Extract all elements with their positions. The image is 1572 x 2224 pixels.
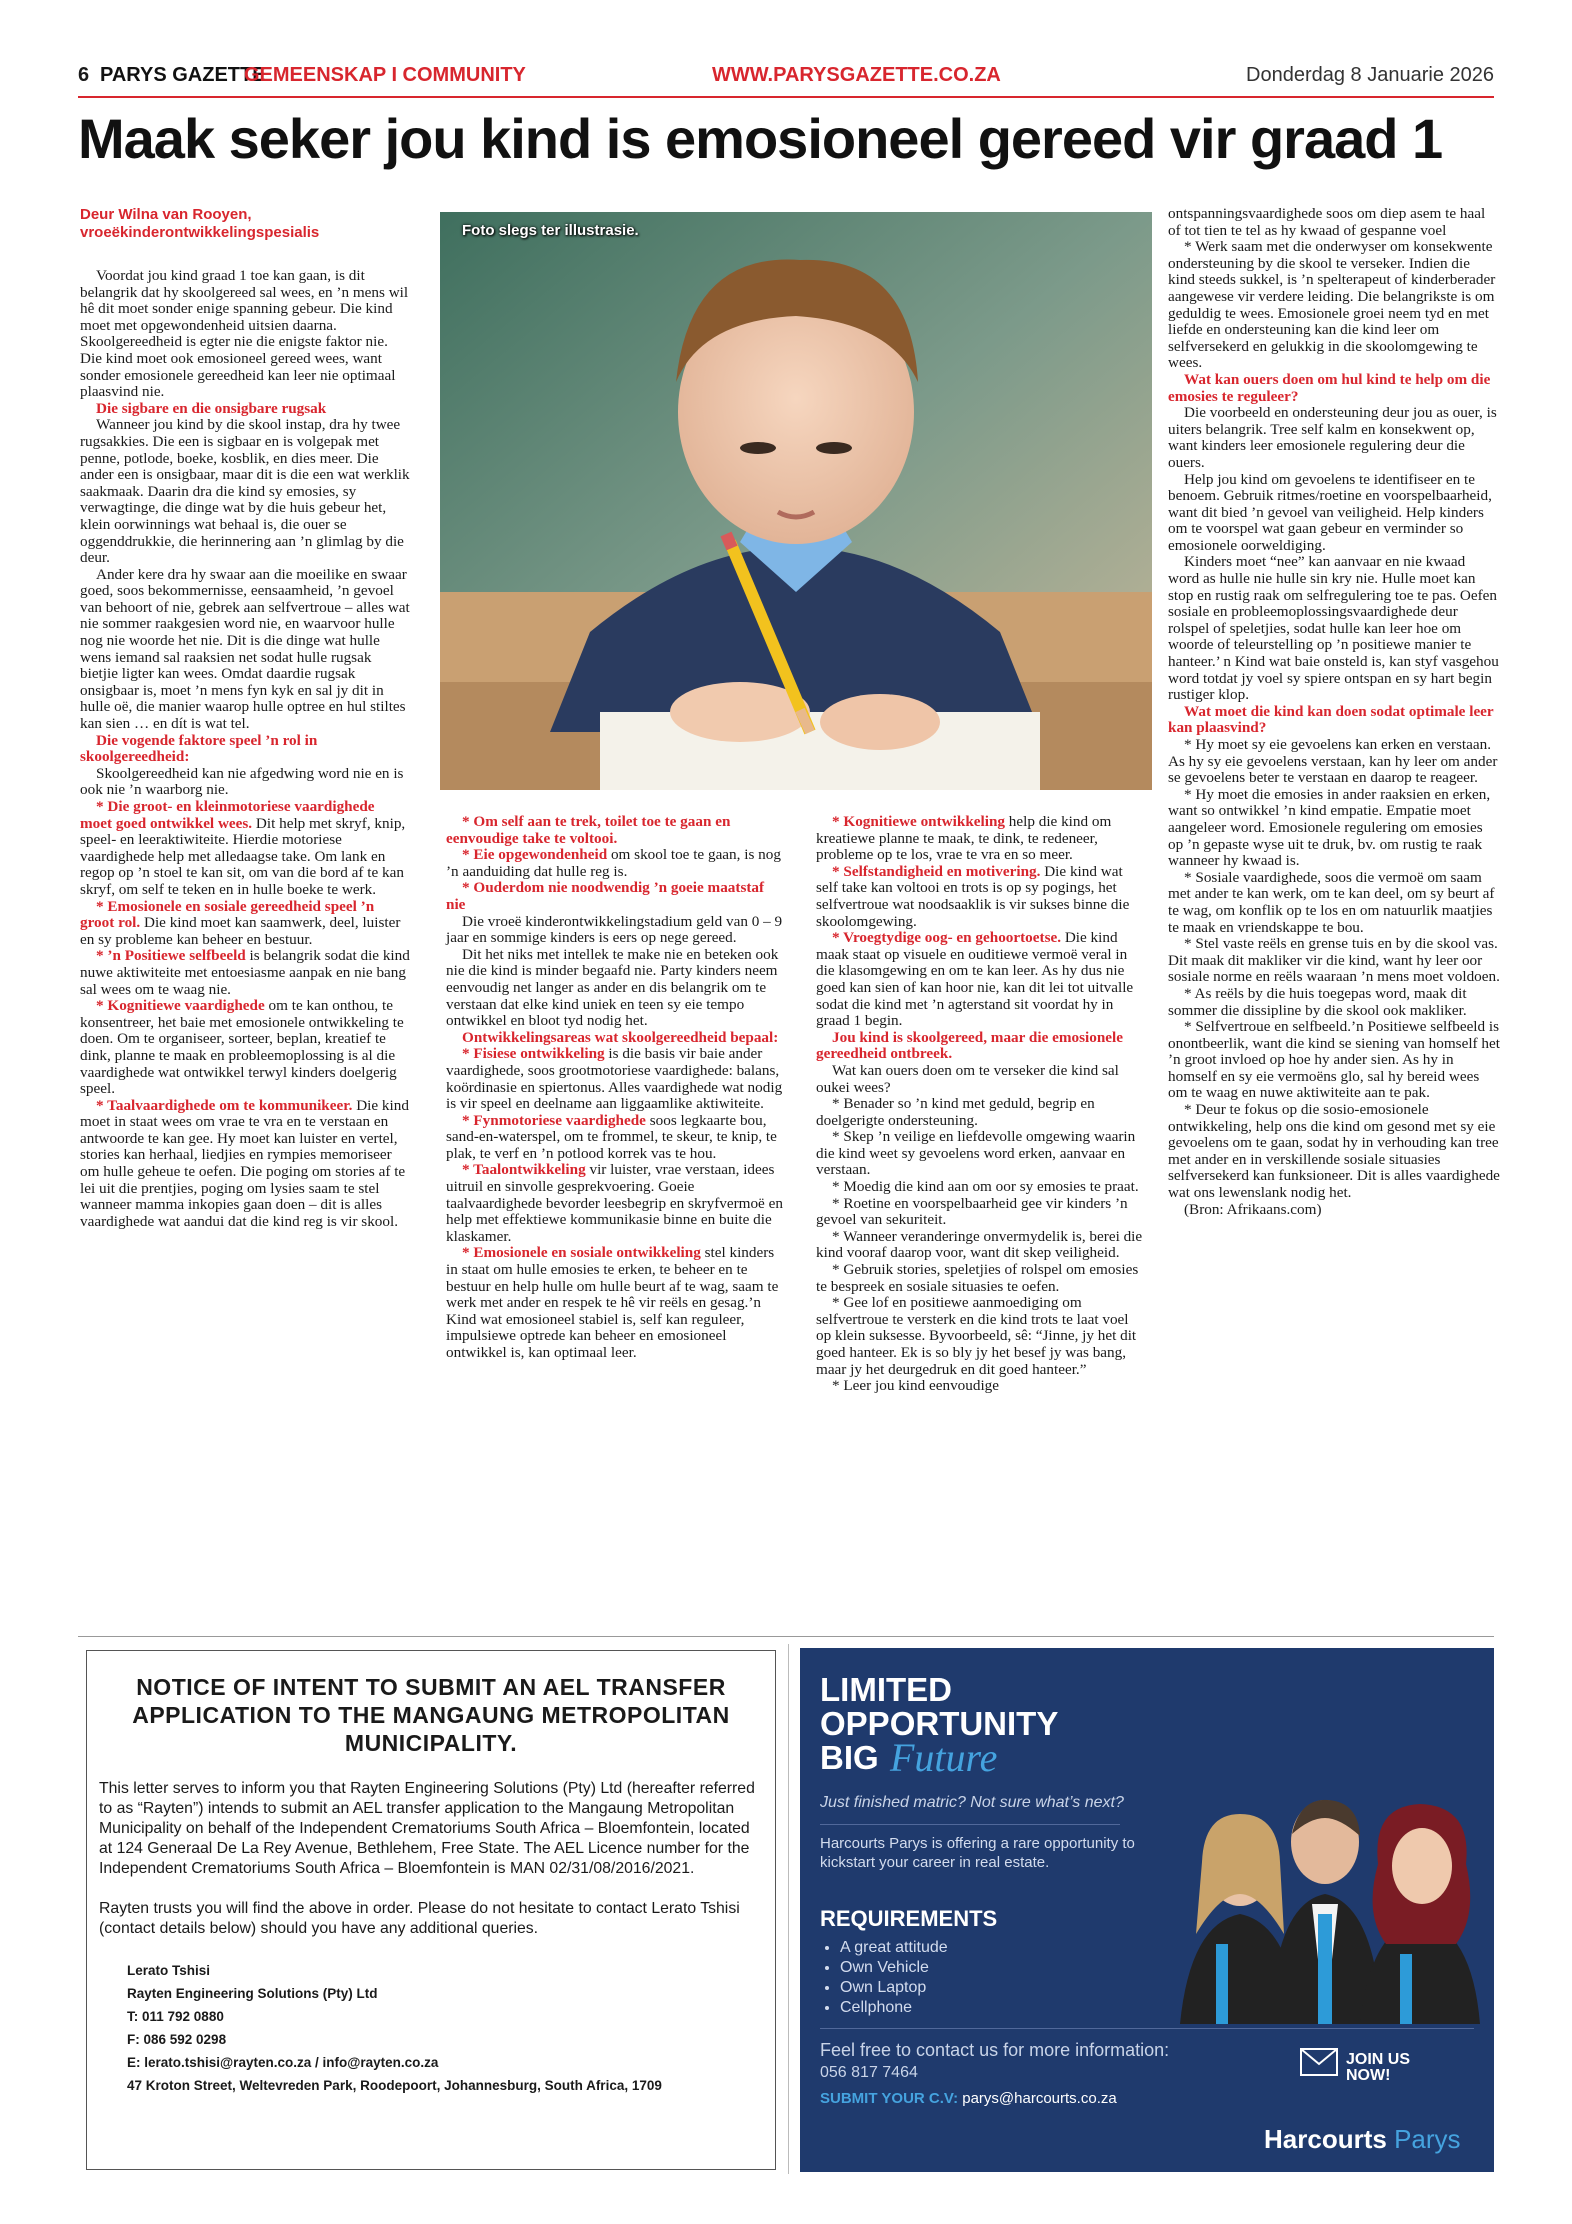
paragraph-text: (Bron: Afrikaans.com) (1184, 1200, 1322, 1218)
ad-headline-3: BIG (820, 1739, 879, 1776)
ad-email[interactable]: parys@harcourts.co.za (962, 2090, 1117, 2107)
paragraph (1168, 870, 1500, 936)
requirement-item: • Own Vehicle (840, 1958, 948, 1978)
article-column-2 (446, 814, 786, 1362)
subheading: Wat moet die kind kan doen sodat optimale leer kan plaasvind? (1168, 702, 1494, 737)
article-photo (440, 212, 1152, 790)
notice-paragraph: Rayten trusts you will find the above in order. Please do not hesitate to contact Lerato Tshisi (contact details below) should you have any additional queries. (99, 1900, 740, 1937)
submit-cv-label: SUBMIT YOUR C.V: (820, 2090, 959, 2107)
paragraph-text: * Wanneer veranderinge onvermydelik is, berei die kind vooraf daarop voor, want dit skep veiligheid. (816, 1227, 1143, 1262)
paragraph (816, 1378, 1144, 1395)
contact-address: 47 Kroton Street, Weltevreden Park, Roodepoort, Johannesburg, South Africa, 1709 (127, 2078, 662, 2093)
agent-man (1270, 1800, 1382, 2024)
paragraph-text: * Selfvertroue en selfbeeld.’n Positiewe selfbeeld is onontbeerlik, want die kind se siening van homself het ’n groot invloed op hoe hy ander sien. As hy in homself en sy eie vermoëns glo, sal hy bereid wees om te waag en nuwe aktiwiteite aan te pak. (1168, 1018, 1500, 1102)
highlight-phrase: * Die groot- en kleinmotoriese vaardighede moet goed ontwikkel wees. (80, 798, 375, 832)
contact-phone: T: 011 792 0880 (127, 2009, 224, 2024)
paragraph-text: Wanneer jou kind by die skool instap, dra hy twee rugsakkies. Die een is sigbaar en is volgepak met penne, potlode, boeke, kosblik, en dies meer. Die ander een is onsigbaar, maar dit is die een wat werklik saakmaak. Daarin dra die kind sy emosies, sy verwagtinge, die dinge wat by die huis gebeur het, klein oorwinnings wat behaal is, die ouer se oggenddrukkie, die herinnering aan ’n glimlag by die deur. (80, 416, 410, 567)
highlight-phrase: * Kognitiewe ontwikkeling (832, 813, 1005, 830)
byline (80, 206, 410, 242)
paragraph-text: * Benader so ’n kind met geduld, begrip en doelgerigte ondersteuning. (816, 1095, 1095, 1129)
paragraph-text: om skool toe te gaan, is nog ’n aanduiding dat hulle reg is. (446, 846, 781, 880)
paragraph-text: * Skep ’n veilige en liefdevolle omgewing waarin die kind weet sy gevoelens word erken, aanvaar en verstaan. (816, 1128, 1136, 1179)
paragraph-text: Kinders moet “nee” kan aanvaar en nie kwaad word as hulle nie hulle sin kry nie. Hulle moet kan stop en rustig raak om selfregulering toe te pas. Oefen sosiale en probleemoplossingsvaardighede deur rolspel of speletjies, sodat hulle kan leer hoe om woorde of teleurstelling op ’n positiewe manier te hanteer.’ n Kind wat baie onsteld is, kan styf vasgehou word totdat jy voel sy spiere ontspan en sy hart begin rustiger klop. (1168, 553, 1499, 704)
paragraph (1168, 239, 1500, 372)
ad-requirements-list (820, 1938, 948, 2018)
paragraph-text: Die kind moet kan saamwerk, deel, luister en sy probleme kan beheer en bestuur. (80, 914, 401, 948)
paragraph (80, 1098, 410, 1231)
agents-photo (1160, 1744, 1490, 2024)
paragraph-text: om te kan onthou, te konsentreer, het baie met emosionele ontwikkeling te doen. Om te organiseer, sorteer, beplan, kreatief te dink, planne te maak en probleemoplossing is al die vaardighede wat ontwikkel terwyl kinders doelgerig speel. (80, 997, 404, 1098)
boy-writing-illustration (440, 212, 1152, 790)
paragraph-text: Skoolgereedheid kan nie afgedwing word nie en is ook nie ’n waarborg nie. (80, 764, 404, 799)
ad-requirements-title: REQUIREMENTS (820, 1906, 998, 1931)
highlight-phrase: * Taalvaardighede om te kommunikeer. (96, 1096, 353, 1114)
paragraph (816, 1179, 1144, 1196)
section-divider (78, 1636, 1494, 1637)
contact-fax: F: 086 592 0298 (127, 2032, 227, 2047)
paragraph-text: * Stel vaste reëls en grense tuis en by die skool vas. Dit maak dit makliker vir die kind, want hy leer oor sosiale norme en reëls waaraan ’n mens moet voldoen. (1168, 935, 1500, 986)
subheading: Die sigbare en die onsigbare rugsak (96, 399, 327, 417)
brand-location: Parys (1394, 2124, 1461, 2154)
paragraph (446, 1245, 786, 1361)
ad-rule (820, 2028, 1474, 2029)
paragraph-text: Die kind wat self take kan voltooi en trots is op sy pogings, het selfvertroue wat noodsaaklik is vir sukses binne die skoolomgewing. (816, 862, 1130, 930)
highlight-phrase: * Vroegtydige oog- en gehoortoetse. (832, 929, 1062, 947)
paragraph (446, 814, 786, 847)
highlight-phrase: * Selfstandigheid en motivering. (832, 862, 1041, 880)
subheading: Die vogende faktore speel ’n rol in skoolgereedheid: (80, 731, 318, 766)
notice-body (99, 1779, 763, 1939)
publication-name: PARYS GAZETTE (100, 64, 266, 86)
paragraph-text: * Leer jou kind eenvoudige (832, 1377, 1000, 1395)
legal-notice (86, 1650, 776, 2170)
paragraph-text: Die kind maak staat op visuele en ouditiewe vermoë veral in die klasomgewing en om te kan leer. As hy dus nie goed kan sien of kan hoor nie, kan dit lei tot uitvalle sodat die kind met ’n agterstand sit voordat hy in graad 1 begin. (816, 929, 1134, 1030)
subheading: Ontwikkelingsareas wat skoolgereedheid bepaal: (462, 1028, 779, 1046)
paragraph-text: Ander kere dra hy swaar aan die moeilike en swaar goed, soos bekommernisse, eensaamheid, ’n gevoel van behoort of nie, gebrek aan selfvertroue – alles wat nie sommer raakgesien word nie, en waarvoor hulle nog nie woorde het nie. Dit is die dinge wat hulle wens iemand sal raaksien net sodat hulle rugsak bietjie ligter kan wees. Omdat daardie rugsak onsigbaar is, moet ’n mens fyn kyk en sal jy dit in hulle oë, die manier waarop hulle optree en hul stiltes kan sien … en dít is wat tel. (80, 565, 410, 733)
paragraph (446, 914, 786, 947)
paragraph-text: * As reëls by die huis toegepas word, maak dit sommer die dissipline by die skool ook makliker. (1168, 984, 1467, 1019)
paragraph (816, 1196, 1144, 1229)
paragraph (446, 1046, 786, 1112)
paragraph-text: * Gee lof en positiewe aanmoediging om selfvertroue te versterk en die kind trots te laat voel op klein suksesse. Byvoorbeeld, sê: “Jinne, jy het dit goed hanteer. Ek is so bly jy het besef jy was bang, maar jy het deurgedruk en dit goed hanteer.” (816, 1294, 1137, 1378)
contact-name: Lerato Tshisi (127, 1963, 211, 1978)
paragraph (1168, 1019, 1500, 1102)
paragraph-text: * Hy moet die emosies in ander raaksien en erken, want so ontwikkel ’n kind empatie. Empatie moet aangeleer word. Emosionele regulering om emosies op ’n gepaste wyse uit te druk, bv. om rustig te raak wanneer hy kwaad is. (1168, 785, 1491, 870)
page-number: 6 (78, 64, 90, 86)
paragraph (80, 799, 410, 899)
paragraph-text: Die kind moet in staat wees om vrae te vra en te verstaan en antwoorde te kan gee. Hy moet kan luister en vertel, stories kan herhaal, liedjies en rympies memoriseer om hulle geheue te oefen. Die poging om stories af te lei uit die prentjies, poging om lysies saam te stel wanneer mamma inkopies gaan doen – dit is alles vaardighede wat aandui dat die kind reg is vir skool. (80, 1096, 409, 1230)
paragraph (80, 998, 410, 1098)
paragraph-text: Wat kan ouers doen om te verseker die kind sal oukei wees? (816, 1061, 1119, 1096)
paragraph-text: help die kind om kreatiewe planne te maak, te dink, te redeneer, probleme op te los, vrae te vra en so meer. (816, 813, 1112, 864)
requirement-item: • Cellphone (840, 1998, 948, 2018)
paragraph (1168, 405, 1500, 471)
ad-headline-2: OPPORTUNITY (820, 1705, 1059, 1742)
notice-paragraph: This letter serves to inform you that Rayten Engineering Solutions (Pty) Ltd (hereafter referred to as “Rayten”) intends to submit an AEL transfer application to the Mangaung Metropolitan Municipality on behalf of the Independent Crematoriums South Africa – Bloemfontein, located at 124 Generaal De La Rey Avenue, Bethlehem, Free State. The AEL Licence number for the Independent Crematoriums South Africa – Bloemfontein is MAN 02/31/08/2016/2021. (99, 1780, 755, 1877)
paragraph (816, 1229, 1144, 1262)
byline-title: vroeëkinderontwikkelingspesialis (80, 224, 320, 241)
notice-title: NOTICE OF INTENT TO SUBMIT AN AEL TRANSFER APPLICATION TO THE MANGAUNG METROPOLITAN MUNICIPALITY. (132, 1674, 730, 1756)
article-column-3 (816, 814, 1144, 1395)
requirement-item: • A great attitude (840, 1938, 948, 1958)
website-link[interactable]: WWW.PARYSGAZETTE.CO.ZA (712, 64, 1001, 86)
paragraph (1168, 986, 1500, 1019)
paragraph (1168, 472, 1500, 555)
paragraph (1168, 787, 1500, 870)
paragraph (816, 814, 1144, 864)
notice-contact (127, 1959, 775, 2097)
subheading: Jou kind is skoolgereed, maar die emosionele gereedheid ontbreek. (816, 1028, 1123, 1063)
contact-email[interactable]: E: lerato.tshisi@rayten.co.za / info@rayten.co.za (127, 2055, 439, 2070)
agent-woman-red (1360, 1804, 1480, 2024)
paragraph (1168, 1202, 1500, 1219)
paragraph (446, 947, 786, 1030)
paragraph-text: Dit help met skryf, knip, speel- en leeraktiwiteite. Hierdie motoriese vaardighede help met alledaagse take. Om lank en regop op ’n stoel te kan sit, om van die bord af te kan skryf, om self te teken en in hulle boeke te werk. (80, 814, 406, 898)
paragraph: ontspanningsvaardighede soos om diep asem te haal of tot tien te tel as hy kwaad of gespanne voel (1168, 205, 1486, 239)
paragraph-text: is die basis vir baie ander vaardighede, soos grootmotoriese vaardighede: balans, koördinasie en spiertonus. Alles vaardighede wat nodig is vir speel en deelname aan liggaamlike aktiwiteite. (446, 1045, 783, 1113)
highlight-phrase: * Ouderdom nie noodwendig ’n goeie maatstaf nie (446, 879, 765, 913)
ad-question: Just finished matric? Not sure what’s next? (820, 1794, 1124, 1811)
paragraph (446, 847, 786, 880)
paragraph-text: * Werk saam met die onderwyser om konsekwente ondersteuning by die skool te verseker. Indien die kind steeds sukkel, is ’n spelterapeut of kinderberader aangewese vir verdere leiding. Die belangrikste is om geduldig te wees. Emosionele groei neem tyd en met liefde en ondersteuning kan die kind leer om selfversekerd en gelukkig in die skoolomgewing te wees. (1168, 238, 1496, 372)
subheading: Wat kan ouers doen om hul kind te help om die emosies te reguleer? (1168, 370, 1491, 405)
highlight-phrase: * Eie opgewondenheid (462, 846, 608, 864)
paragraph-text: Die voorbeeld en ondersteuning deur jou as ouer, is uiters belangrik. Tree self kalm en konsekwent op, want kinders leer emosionele regulering deur die ouers. (1168, 404, 1497, 471)
paragraph (1168, 737, 1500, 787)
paragraph (1168, 1102, 1500, 1202)
paragraph-text: Die vroeë kinderontwikkelingstadium geld van 0 – 9 jaar en sommige kinders is eers op nege gereed. (446, 912, 783, 947)
header-rule (78, 96, 1494, 98)
paragraph-text: is belangrik sodat die kind nuwe aktiwiteite met entoesiasme aanpak en nie bang sal wees om te waag nie. (80, 947, 410, 998)
paragraph-text: * Deur te fokus op die sosio-emosionele ontwikkeling, help ons die kind om gesond met sy eie gevoelens om te gaan, sodat hy in verhouding kan tree met ander en in verskillende sosiale situasies selfversekerd kan funksioneer. Dit is alles vaardighede wat ons lewenslank nodig het. (1168, 1101, 1500, 1202)
ad-contact-label: Feel free to contact us for more information: (820, 2040, 1170, 2060)
column-body (80, 268, 410, 1230)
section-name: GEMEENSKAP I COMMUNITY (244, 64, 526, 86)
paragraph-text: soos legkaarte bou, sand-en-waterspel, om te frommel, te skeur, te knip, te plak, te verf en ’n potlood korrek vas te hou. (446, 1111, 777, 1162)
issue-date: Donderdag 8 Januarie 2026 (1246, 64, 1494, 86)
ad-description: Harcourts Parys is offering a rare opportunity to kickstart your career in real estate. (820, 1835, 1135, 1871)
paragraph (816, 1063, 1144, 1096)
headline: Maak seker jou kind is emosioneel gereed vir graad 1 (78, 107, 1443, 170)
brand-name: Harcourts (1264, 2124, 1387, 2154)
paragraph-text: * Sosiale vaardighede, soos die vermoë om saam met ander te kan werk, om te kan deel, om sy beurt af te wag, om konflik op te los en om natuurlik maatjies te maak en vriendskappe te bou. (1168, 868, 1495, 936)
envelope-icon (1300, 2048, 1338, 2076)
paragraph (80, 417, 410, 566)
highlight-phrase: * ’n Positiewe selfbeeld (96, 947, 246, 965)
paragraph (80, 268, 410, 401)
highlight-phrase: * Om self aan te trek, toilet toe te gaan en eenvoudige take te voltooi. (446, 813, 731, 847)
paragraph-text: Help jou kind om gevoelens te identifiseer en te benoem. Gebruik ritmes/roetine en voorspelbaarheid, want dit bied ’n gevoel van veiligheid. Help kinders om te voorspel wat gaan gebeur en verminder so emosionele oorweldiging. (1168, 470, 1492, 554)
ad-rule (820, 1824, 1120, 1825)
paragraph (816, 1262, 1144, 1295)
ad-submit-cv[interactable] (820, 2090, 1117, 2107)
paragraph-text: stel kinders in staat om hulle emosies te erken, te beheer en te bestuur en help hulle om hulle beurt af te wag, saam te werk met ander en respek te hê vir reëls en gesag.’n Kind wat emosioneel stabiel is, self kan reguleer, impulsiewe optrede kan beheer en emosioneel ontwikkel is, kan optimaal leer. (446, 1244, 779, 1361)
paragraph (816, 1129, 1144, 1179)
harcourts-advert[interactable] (800, 1648, 1494, 2172)
ad-script-word: Future (890, 1735, 998, 1780)
highlight-phrase: * Taalontwikkeling (462, 1161, 586, 1179)
page-header (78, 64, 1494, 94)
requirement-item: • Own Laptop (840, 1978, 948, 1998)
paragraph (816, 1096, 1144, 1129)
paragraph-text: * Hy moet sy eie gevoelens kan erken en verstaan. As hy sy eie gevoelens verstaan, kan hy leer om ander se gevoelens beter te verstaan en daarop te reageer. (1168, 736, 1498, 787)
highlight-phrase: * Kognitiewe vaardighede (96, 997, 265, 1015)
paragraph-text: Dit het niks met intellek te make nie en beteken ook nie die kind is minder begaafd nie. Party kinders neem eenvoudig net langer as ander en dis belangrik om te verstaan dat elke kind uniek en teen sy eie tempo ontwikkel en bloot tyd nodig het. (446, 945, 779, 1030)
paragraph (80, 948, 410, 998)
highlight-phrase: * Emosionele en sosiale gereedheid speel ’n groot rol. (80, 897, 375, 932)
paragraph (80, 899, 410, 949)
article-column-4 (1168, 206, 1500, 1218)
paragraph (816, 1295, 1144, 1378)
paragraph (1168, 554, 1500, 703)
paragraph (446, 1113, 786, 1163)
photo-caption: Foto slegs ter illustrasie. (462, 222, 639, 239)
join-us-button[interactable]: JOIN US NOW! (1346, 2051, 1411, 2084)
ad-divider (788, 1644, 789, 2174)
paragraph (446, 1162, 786, 1245)
paragraph (446, 880, 786, 913)
paragraph-text: * Gebruik stories, speletjies of rolspel om emosies te bespreek en sosiale situasies te oefen. (816, 1261, 1139, 1295)
paragraph-text: vir luister, vrae verstaan, idees uitruil en sinvolle gesprekvoering. Goeie taalvaardighede bevorder leesbegrip en skryfvermoë en help met effektiewe kommunikasie binne en buite die klaskamer. (446, 1161, 783, 1245)
ad-phone[interactable]: 056 817 7464 (820, 2064, 918, 2081)
highlight-phrase: * Fisiese ontwikkeling (462, 1045, 605, 1063)
contact-company: Rayten Engineering Solutions (Pty) Ltd (127, 1986, 378, 2001)
paragraph (80, 567, 410, 733)
article-column-1 (80, 206, 410, 1230)
harcourts-logo (1264, 2124, 1461, 2155)
paragraph (80, 766, 410, 799)
highlight-phrase: * Fynmotoriese vaardighede (462, 1111, 646, 1129)
paragraph (816, 930, 1144, 1030)
highlight-phrase: * Emosionele en sosiale ontwikkeling (462, 1244, 701, 1262)
paragraph (1168, 936, 1500, 986)
paragraph-text: * Roetine en voorspelbaarheid gee vir kinders ’n gevoel van sekuriteit. (816, 1194, 1128, 1229)
paragraph-text: * Moedig die kind aan om oor sy emosies te praat. (832, 1178, 1139, 1196)
byline-author: Deur Wilna van Rooyen, (80, 206, 252, 223)
paragraph-text: Voordat jou kind graad 1 toe kan gaan, is dit belangrik dat hy skoolgereed sal wees, en ’n mens wil hê dit moet sonder enige spanning gebeur. Die kind moet met opgewondenheid uitsien daarna. Skoolgereedheid is egter nie die enigste faktor nie. Die kind moet ook emosioneel gereed wees, want sonder emosionele gereedheid kan leer nie optimaal plaasvind nie. (80, 267, 409, 401)
ad-headline-1: LIMITED (820, 1671, 952, 1708)
paragraph (816, 864, 1144, 930)
